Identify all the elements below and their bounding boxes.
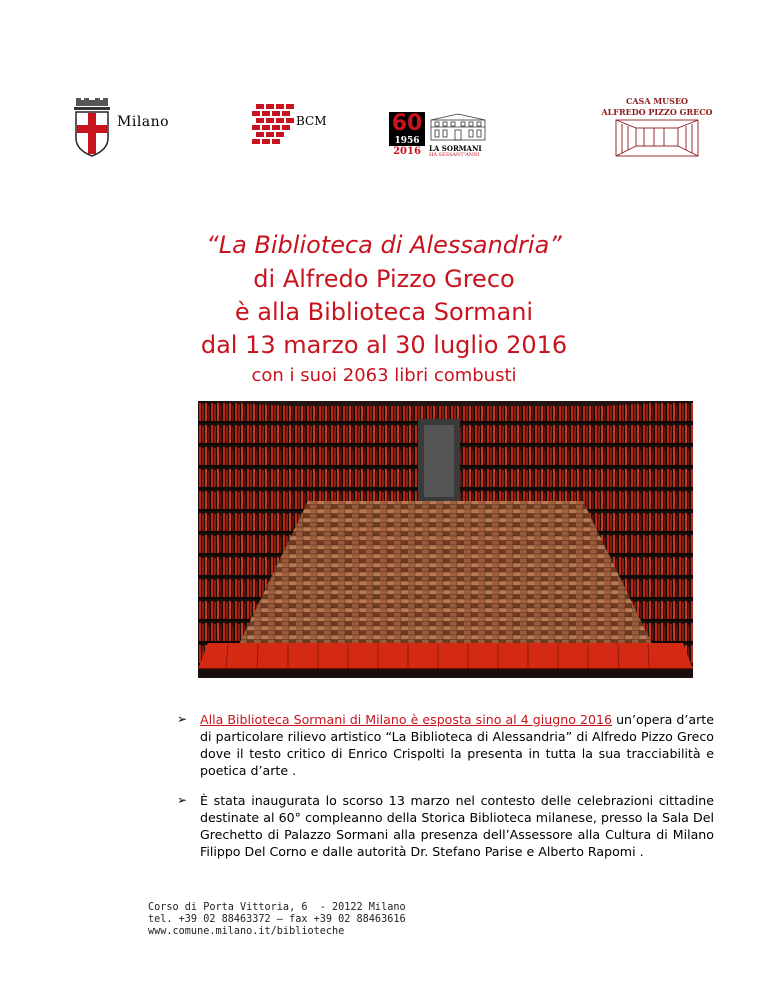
sormani-60-number: 60 [391,111,423,136]
installation-photo [198,401,693,678]
milano-logo [72,98,172,158]
bullet-arrow-icon: ➢ [177,793,188,807]
bullet-2-body [200,792,714,860]
milano-logo-text: Milano [117,114,170,130]
bcm-bricks-icon [250,104,294,148]
bullet-1-text: un’opera d’arte di particolare rilievo artistico “La Biblioteca di Alessandria” di Alfredo Pizzo Greco dove il testo critico di Enrico Crispolti la presenta in tutta la sua tracciabilità e poetica d’arte . [200,712,714,778]
sormani-60-subtitle: HA SESSANT'ANNI [429,152,480,158]
casa-museo-line1: CASA MUSEO [625,96,689,106]
sormani-60-year-end: 2016 [389,146,425,158]
bcm-logo-text: BCM [296,114,327,128]
bullet-1-body [200,711,714,779]
bullet-1-highlight: Alla Biblioteca Sormani di Milano è esposta sino al 4 giugno 2016 [200,712,613,727]
milano-crest-icon [72,98,112,158]
footer-phone: tel. +39 02 88463372 – fax +39 02 88463616 [148,914,406,925]
bullet-arrow-icon: ➢ [177,712,188,726]
title-line-3: è alla Biblioteca Sormani [234,298,534,326]
sormani-60-year-start: 1956 [394,136,420,146]
bullet-2-text: È stata inaugurata lo scorso 13 marzo nel contesto delle celebrazioni cittadine destinate al 60° compleanno della Storica Biblioteca milanese, presso la Sala Del Grechetto di Palazzo Sormani alla presenza dell’Assessore alla Cultura di Milano Filippo Del Corno e dalle autorità Dr. Stefano Parise e Alberto Rapomi . [200,793,714,859]
sormani-60-logo [389,112,489,160]
casa-museo-logo [592,96,722,160]
footer-address: Corso di Porta Vittoria, 6 - 20122 Milano [148,902,406,913]
casa-museo-line2: ALFREDO PIZZO GRECO [601,107,713,117]
title-line-1: “La Biblioteca di Alessandria” [206,231,562,259]
palazzo-sormani-icon [429,112,487,142]
casa-museo-room-icon [614,118,700,158]
sormani-60-name: LA SORMANI [429,144,482,153]
title-line-2: di Alfredo Pizzo Greco [253,265,515,293]
bcm-logo [250,104,350,154]
title-line-5: con i suoi 2063 libri combusti [251,365,517,386]
footer-website: www.comune.milano.it/biblioteche [148,926,345,937]
title-line-4: dal 13 marzo al 30 luglio 2016 [200,331,568,359]
